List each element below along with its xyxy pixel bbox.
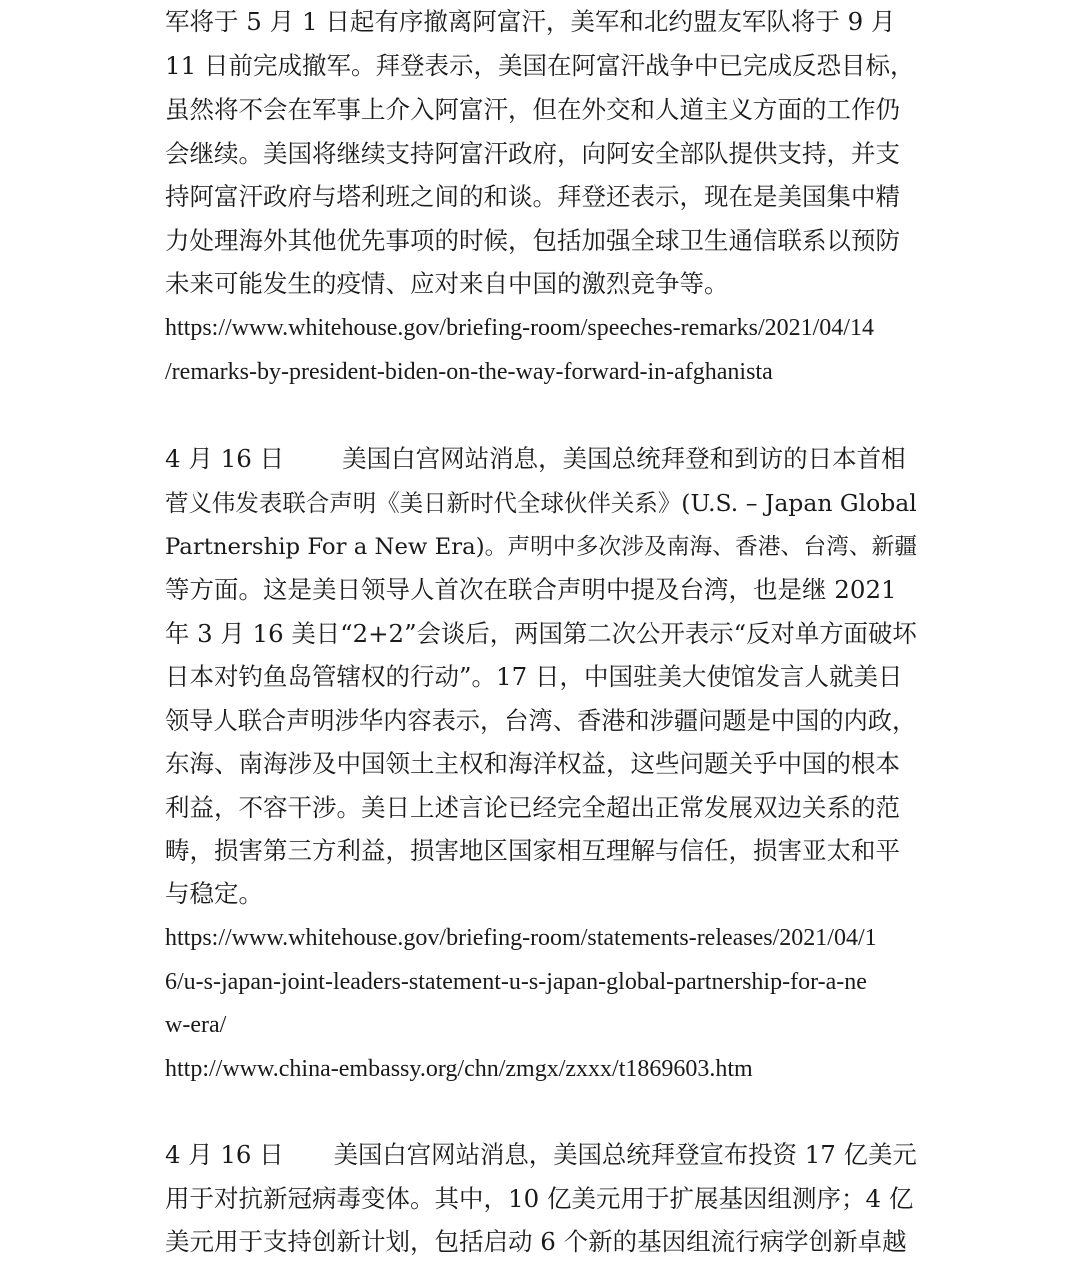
paragraph-line: 军将于 5 月 1 日起有序撤离阿富汗，美军和北约盟友军队将于 9 月 (165, 7, 896, 36)
source-url-line[interactable]: https://www.whitehouse.gov/briefing-room/speeches-remarks/2021/04/14 (165, 315, 874, 341)
paragraph-line: 持阿富汗政府与塔利班之间的和谈。拜登还表示，现在是美国集中精 (165, 182, 900, 211)
paragraph-line: 等方面。这是美日领导人首次在联合声明中提及台湾，也是继 2021 (165, 575, 897, 604)
source-url-line[interactable]: w-era/ (165, 1012, 227, 1038)
source-url-line[interactable]: http://www.china-embassy.org/chn/zmgx/zxxx/t1869603.htm (165, 1056, 753, 1082)
paragraph-line: 东海、南海涉及中国领土主权和海洋权益，这些问题关乎中国的根本 (165, 749, 900, 778)
paragraph-line: 用于对抗新冠病毒变体。其中，10 亿美元用于扩展基因组测序；4 亿 (165, 1184, 914, 1213)
entry-date: 4 月 16 日 (165, 1140, 284, 1169)
paragraph-line: 与稳定。 (165, 879, 263, 908)
source-url-line[interactable]: https://www.whitehouse.gov/briefing-room/statements-releases/2021/04/1 (165, 925, 877, 951)
entry-first-line (165, 444, 906, 474)
paragraph-line: 力处理海外其他优先事项的时候，包括加强全球卫生通信联系以预防 (165, 226, 900, 255)
source-url-line[interactable]: /remarks-by-president-biden-on-the-way-forward-in-afghanista (165, 359, 773, 385)
paragraph-line: 未来可能发生的疫情、应对来自中国的激烈竞争等。 (165, 269, 729, 298)
entry-date: 4 月 16 日 (165, 444, 285, 473)
paragraph-text: 美国白宫网站消息，美国总统拜登宣布投资 17 亿美元 (333, 1140, 917, 1169)
paragraph-line: 领导人联合声明涉华内容表示，台湾、香港和涉疆问题是中国的内政， (165, 706, 917, 735)
paragraph-line: 虽然将不会在军事上介入阿富汗，但在外交和人道主义方面的工作仍 (165, 95, 900, 124)
paragraph-line: Partnership For a New Era)。声明中多次涉及南海、香港、台湾、新疆 (165, 534, 918, 560)
paragraph-text: 美国白宫网站消息，美国总统拜登和到访的日本首相 (342, 444, 906, 473)
source-url-line[interactable]: 6/u-s-japan-joint-leaders-statement-u-s-japan-global-partnership-for-a-ne (165, 969, 867, 995)
paragraph-line: 利益，不容干涉。美日上述言论已经完全超出正常发展双边关系的范 (165, 793, 900, 822)
paragraph-line: 菅义伟发表联合声明《美日新时代全球伙伴关系》(U.S. – Japan Global (165, 489, 917, 517)
paragraph-line: 11 日前完成撤军。拜登表示，美国在阿富汗战争中已完成反恐目标， (165, 51, 915, 80)
paragraph-line: 日本对钓鱼岛管辖权的行动”。17 日，中国驻美大使馆发言人就美日 (165, 662, 903, 691)
paragraph-line: 会继续。美国将继续支持阿富汗政府，向阿安全部队提供支持，并支 (165, 139, 900, 168)
paragraph-line: 美元用于支持创新计划，包括启动 6 个新的基因组流行病学创新卓越 (165, 1227, 907, 1256)
paragraph-line: 年 3 月 16 美日“2+2”会谈后，两国第二次公开表示“反对单方面破坏 (165, 619, 917, 648)
entry-first-line (165, 1140, 917, 1170)
paragraph-line: 畴，损害第三方利益，损害地区国家相互理解与信任，损害亚太和平 (165, 836, 900, 865)
